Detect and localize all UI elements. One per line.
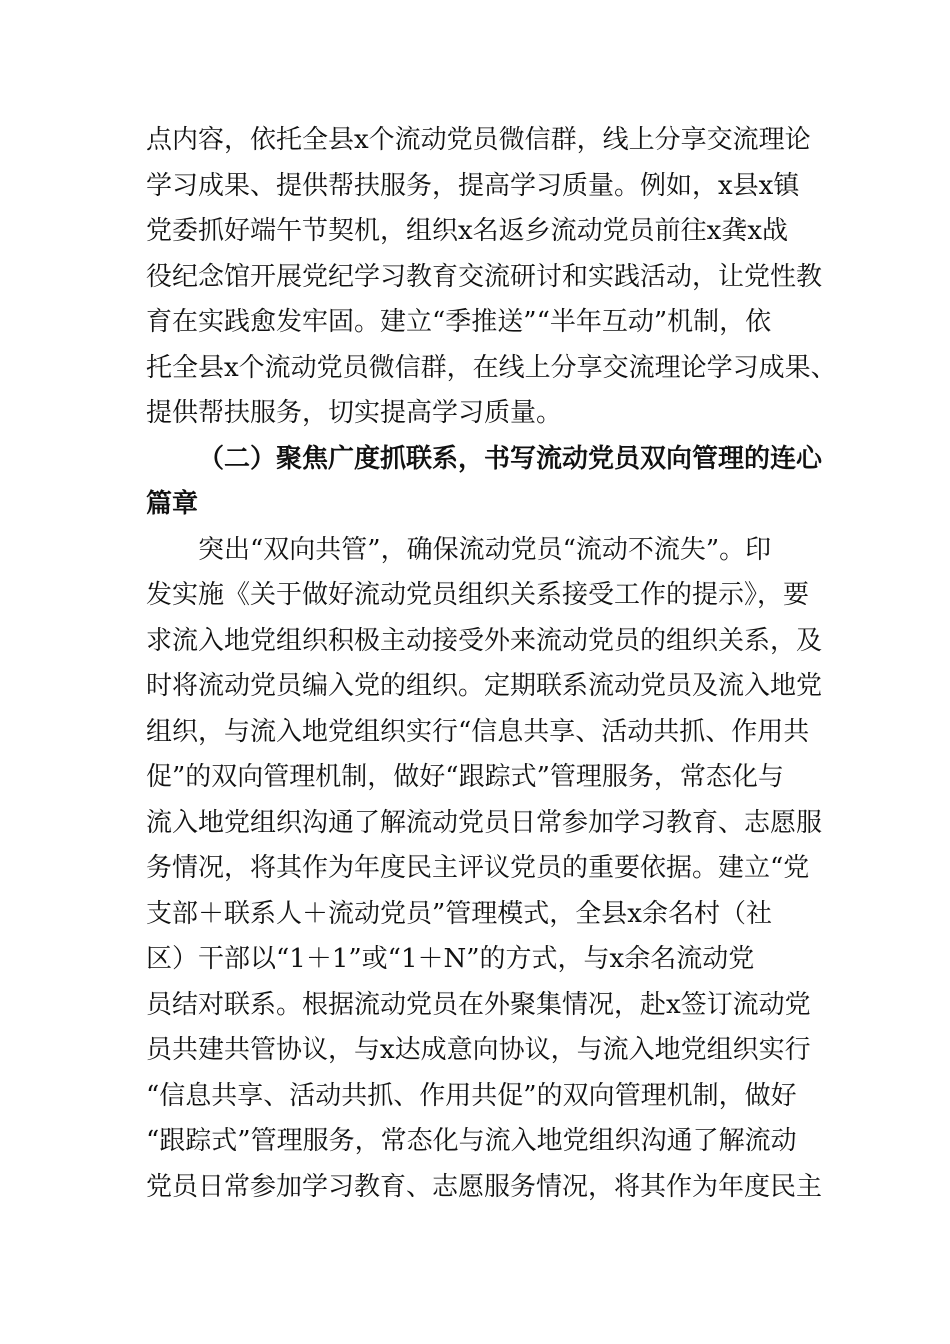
text-line: 育在实践愈发牢固。建立“季推送”“半年互动”机制，依 (146, 307, 772, 337)
text-line: 区）干部以“1＋1”或“1＋N”的方式，与x余名流动党 (146, 944, 755, 974)
text-line: 突出“双向共管”，确保流动党员“流动不流失”。印 (198, 534, 772, 565)
paragraph-1 (146, 118, 837, 437)
text-line: 提供帮扶服务，切实提高学习质量。 (146, 398, 563, 428)
text-line: 促”的双向管理机制，做好“跟踪式”管理服务，常态化与 (146, 762, 784, 792)
heading-line: 篇章 (146, 489, 199, 519)
paragraph-2 (146, 528, 823, 1211)
text-line: “信息共享、活动共抓、作用共促”的双向管理机制，做好 (146, 1080, 797, 1111)
text-line: 点内容，依托全县x个流动党员微信群，线上分享交流理论 (146, 125, 811, 155)
text-line: 员共建共管协议，与x达成意向协议，与流入地党组织实行 (146, 1035, 811, 1065)
text-line: 党委抓好端午节契机，组织x名返乡流动党员前往x龚x战 (146, 216, 788, 246)
text-line: 党员日常参加学习教育、志愿服务情况，将其作为年度民主 (146, 1171, 823, 1202)
text-line: 求流入地党组织积极主动接受外来流动党员的组织关系，及 (146, 625, 823, 656)
text-line: 务情况，将其作为年度民主评议党员的重要依据。建立“党 (146, 853, 810, 883)
document-body (146, 118, 837, 1210)
text-line: 托全县x个流动党员微信群，在线上分享交流理论学习成果、 (146, 352, 837, 383)
text-line: 役纪念馆开展党纪学习教育交流研讨和实践活动，让党性教 (146, 261, 823, 292)
text-line: 学习成果、提供帮扶服务，提高学习质量。例如，x县x镇 (146, 170, 800, 201)
text-line: “跟踪式”管理服务，常态化与流入地党组织沟通了解流动 (146, 1126, 797, 1156)
text-line: 支部＋联系人＋流动党员”管理模式，全县x余名村（社 (146, 898, 772, 929)
text-line: 时将流动党员编入党的组织。定期联系流动党员及流入地党 (146, 671, 823, 701)
heading-line: （二）聚焦广度抓联系，书写流动党员双向管理的连心 (198, 443, 823, 474)
text-line: 发实施《关于做好流动党员组织关系接受工作的提示》，要 (146, 580, 810, 610)
text-line: 员结对联系。根据流动党员在外聚集情况，赴x签订流动党 (146, 989, 811, 1020)
text-line: 流入地党组织沟通了解流动党员日常参加学习教育、志愿服 (146, 807, 823, 838)
section-heading (146, 437, 823, 528)
text-line: 组织，与流入地党组织实行“信息共享、活动共抓、作用共 (146, 716, 810, 747)
